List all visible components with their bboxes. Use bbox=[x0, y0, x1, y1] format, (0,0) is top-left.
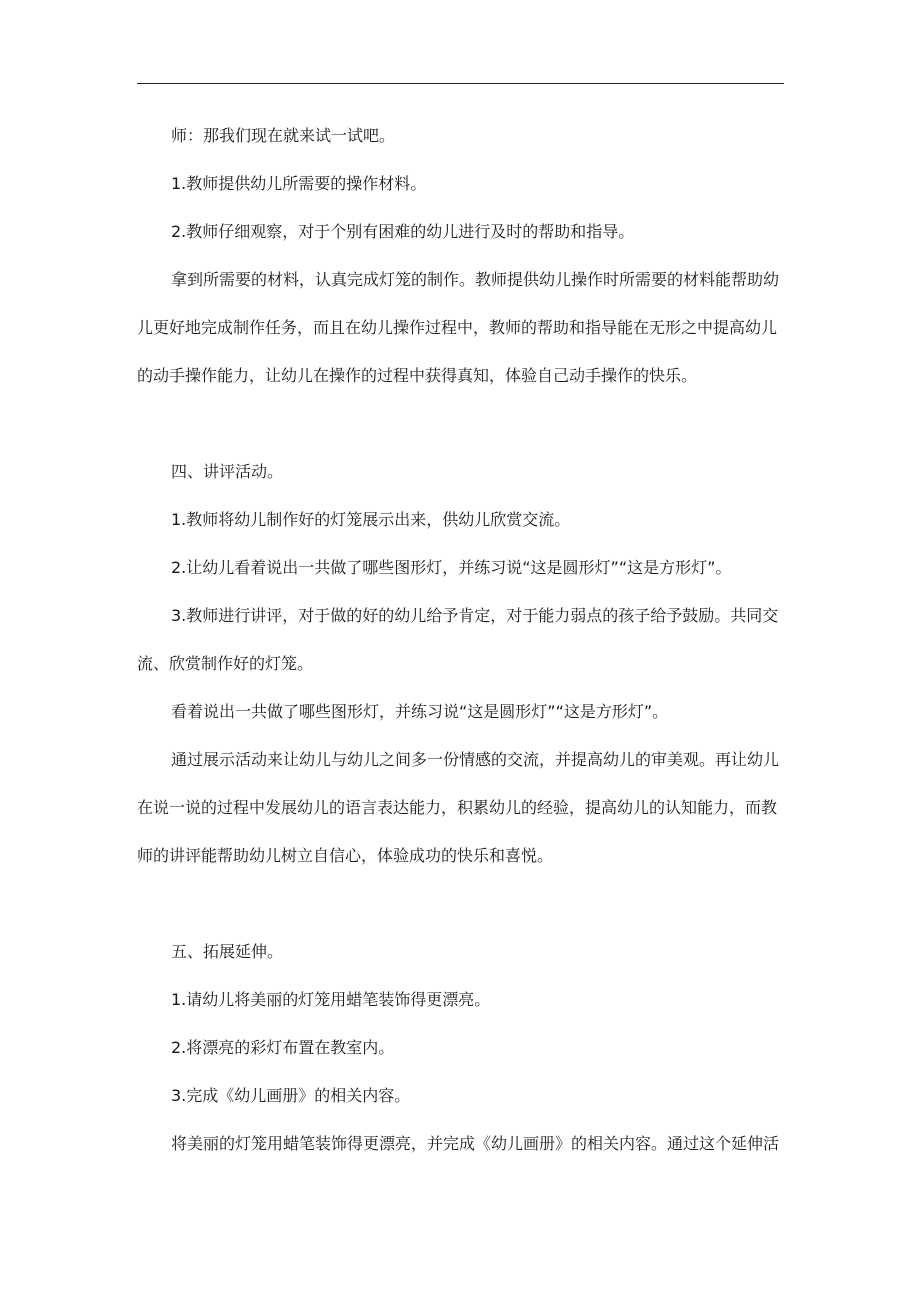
paragraph-line: 师：那我们现在就来试一试吧。 bbox=[171, 126, 396, 145]
paragraph-line: 流、欣赏制作好的灯笼。 bbox=[137, 654, 314, 673]
paragraph-line: 将美丽的灯笼用蜡笔装饰得更漂亮，并完成《幼儿画册》的相关内容。通过这个延伸活 bbox=[171, 1134, 780, 1153]
list-item: 3.完成《幼儿画册》的相关内容。 bbox=[171, 1086, 411, 1105]
list-item: 2.将漂亮的彩灯布置在教室内。 bbox=[171, 1038, 395, 1057]
list-item: 1.教师将幼儿制作好的灯笼展示出来，供幼儿欣赏交流。 bbox=[171, 510, 571, 529]
document-body bbox=[137, 112, 784, 1168]
section-heading: 五、拓展延伸。 bbox=[171, 942, 284, 961]
list-item: 3.教师进行讲评，对于做的好的幼儿给予肯定，对于能力弱点的孩子给予鼓励。共同交 bbox=[171, 606, 779, 625]
section-gap bbox=[137, 880, 784, 928]
paragraph-line: 通过展示活动来让幼儿与幼儿之间多一份情感的交流，并提高幼儿的审美观。再让幼儿 bbox=[171, 750, 780, 769]
list-item: 1.教师提供幼儿所需要的操作材料。 bbox=[171, 174, 427, 193]
paragraph-line: 师的讲评能帮助幼儿树立自信心，体验成功的快乐和喜悦。 bbox=[137, 846, 554, 865]
list-item: 2.让幼儿看着说出一共做了哪些图形灯，并练习说“这是圆形灯”“这是方形灯”。 bbox=[171, 558, 732, 577]
header-rule bbox=[137, 83, 784, 84]
paragraph-line: 的动手操作能力，让幼儿在操作的过程中获得真知，体验自己动手操作的快乐。 bbox=[137, 366, 698, 385]
section-gap bbox=[137, 400, 784, 448]
list-item: 2.教师仔细观察，对于个别有困难的幼儿进行及时的帮助和指导。 bbox=[171, 222, 635, 241]
list-item: 1.请幼儿将美丽的灯笼用蜡笔装饰得更漂亮。 bbox=[171, 990, 491, 1009]
paragraph-line: 看着说出一共做了哪些图形灯，并练习说“这是圆形灯”“这是方形灯”。 bbox=[171, 702, 669, 721]
paragraph-line: 儿更好地完成制作任务，而且在幼儿操作过程中，教师的帮助和指导能在无形之中提高幼儿 bbox=[137, 318, 778, 337]
paragraph-line: 在说一说的过程中发展幼儿的语言表达能力，积累幼儿的经验，提高幼儿的认知能力，而教 bbox=[137, 798, 778, 817]
section-heading: 四、讲评活动。 bbox=[171, 462, 284, 481]
paragraph-line: 拿到所需要的材料，认真完成灯笼的制作。教师提供幼儿操作时所需要的材料能帮助幼 bbox=[171, 270, 780, 289]
